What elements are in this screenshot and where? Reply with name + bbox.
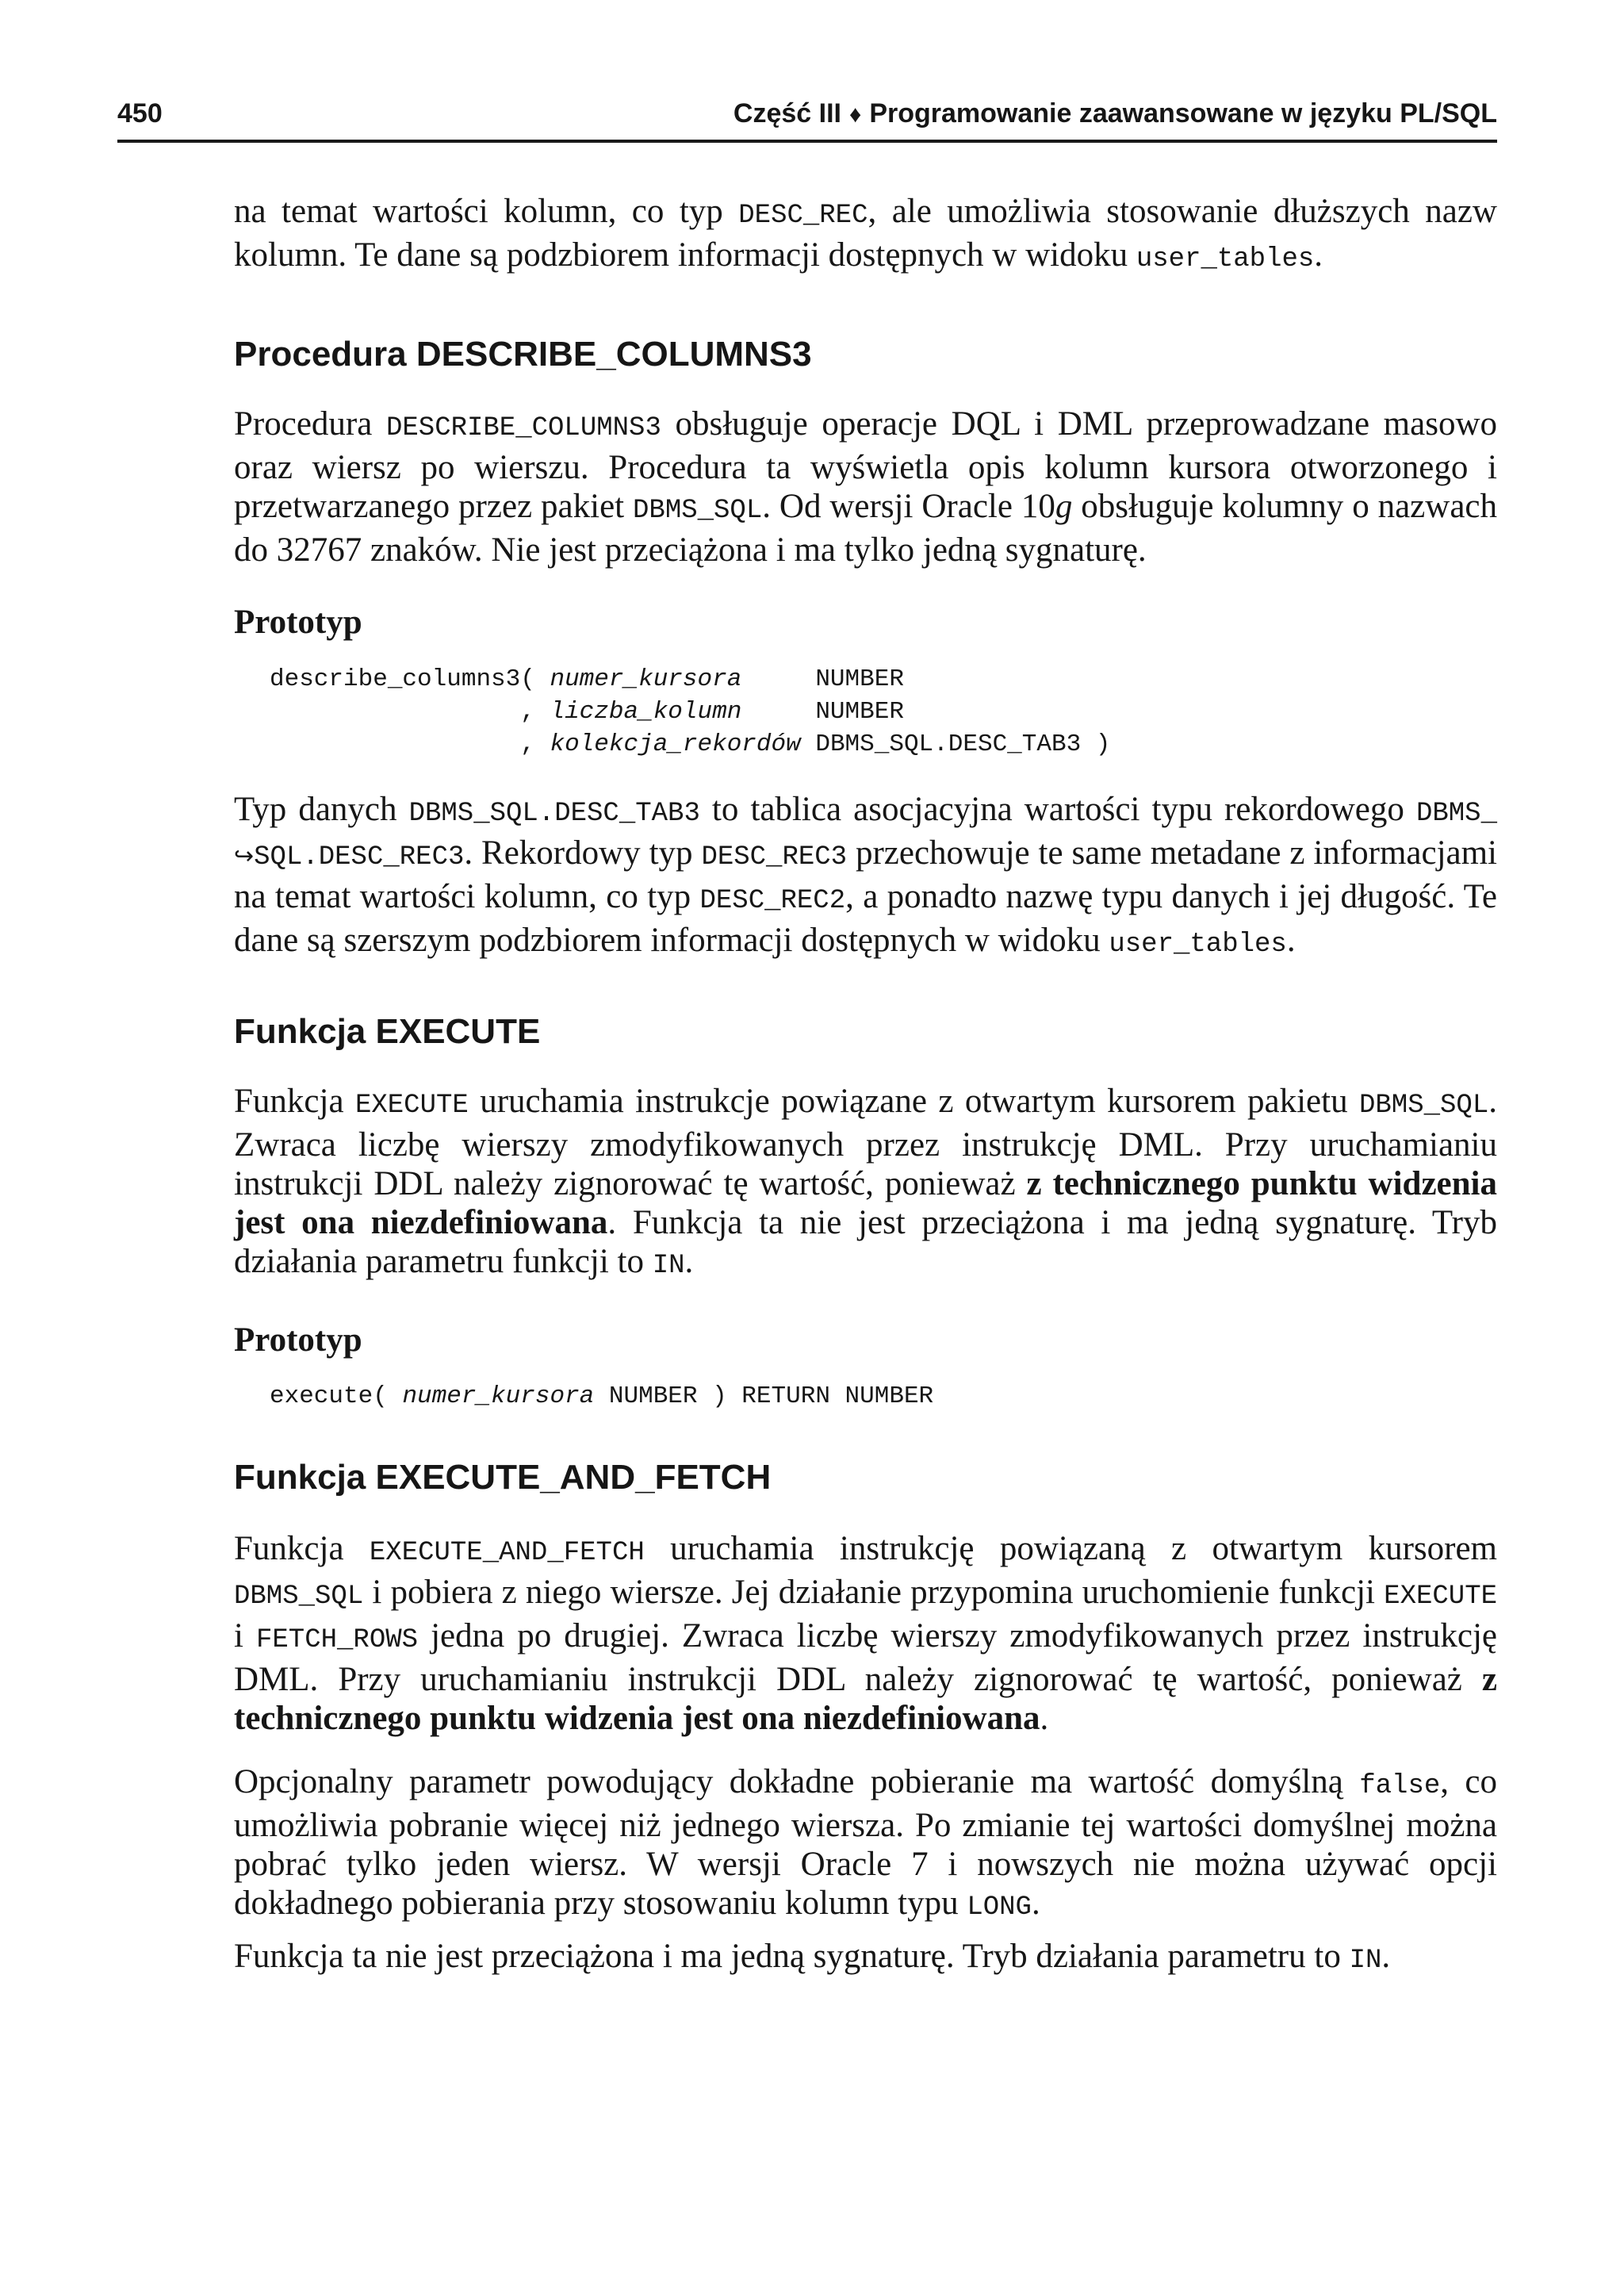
execute-and-fetch-paragraph-block [234,1529,1497,1738]
prototype-block-2 [234,1321,1497,1360]
text: Opcjonalny parametr powodujący dokładne pobieranie ma wartość domyślną [234,1763,1360,1800]
text: . Zwraca liczbę wierszy zmodyfikowanych przez instrukcję DML. Przy uruchamianiu instrukcji DDL należy zignorować tę wartość, ponieważ [234,1083,1497,1202]
text: jedna po drugiej. Zwraca liczbę wierszy zmodyfikowanych przez instrukcję DML. Przy uruchamianiu instrukcji DDL należy zignorować tę wartość, ponieważ [234,1617,1497,1698]
signature-paragraph-block [234,1937,1497,1980]
text: , co umożliwia pobranie więcej niż jednego wiersza. Po zmianie tej wartości domyślnej można pobrać tylko jeden wiersz. W wersji Oracle 7 i nowszych nie można używać opcji dokładnego pobierania przy stosowaniu kolumn typu [234,1763,1497,1922]
signature-paragraph [234,1937,1497,1980]
text: . Funkcja ta nie jest przeciążona i ma jedną sygnaturę. Tryb działania parametru funkcji to [234,1204,1497,1280]
page-header [117,86,1497,143]
code-block-execute [270,1380,1533,1413]
prototype-block-1 [234,603,1497,642]
code-text: NUMBER ) RETURN NUMBER [594,1382,934,1410]
text: . [1314,236,1323,274]
section-execute [234,1010,1497,1053]
page-number: 450 [117,98,163,128]
execute-and-fetch-paragraph [234,1529,1497,1738]
code-text: DBMS_SQL.DESC_TAB3 ) [800,730,1111,758]
bold-text: z technicznego punktu widzenia jest ona niezdefiniowana [234,1661,1497,1737]
text: . Rekordowy typ [464,834,702,872]
code-text: execute( [270,1382,403,1410]
inline-code: DBMS_SQL [1359,1091,1489,1121]
inline-code: DBMS_SQL [633,496,763,526]
text: . [1381,1938,1391,1975]
section-describe-columns3 [234,333,1497,376]
inline-code: user_tables [1109,930,1287,960]
execute-paragraph [234,1082,1497,1286]
italic-text: g [1055,488,1073,525]
inline-code: DBMS_SQL [234,1582,364,1612]
inline-code: DBMS_ [1415,799,1497,829]
inline-code: SQL.DESC_REC3 [254,842,465,872]
code-param: liczba_kolumn [550,698,742,726]
text: . [684,1243,694,1280]
line-continuation-icon: ↪ [234,842,255,870]
inline-code: LONG [967,1892,1032,1923]
inline-code: EXECUTE_AND_FETCH [369,1538,645,1568]
inline-code: user_tables [1136,244,1315,274]
section-heading: Procedura DESCRIBE_COLUMNS3 [234,335,812,374]
bold-text: z technicznego punktu widzenia jest ona niezdefiniowana [234,1165,1497,1241]
running-title [733,98,1497,129]
exact-fetch-paragraph [234,1762,1497,1927]
text: obsługuje operacje DQL i DML przeprowadzane masowo oraz wiersz po wierszu. Procedura ta wyświetla opis kolumn kursora otworzonego i przetwarzanego przez pakiet [234,405,1498,525]
section-execute-and-fetch [234,1456,1497,1499]
text: . [1031,1885,1040,1922]
code-text: NUMBER [741,665,904,693]
text: Funkcja [234,1530,370,1567]
text: , a ponadto nazwę typu danych i jej długość. Te dane są szerszym podzbiorem informacji dostępnych w widoku [234,878,1497,959]
intro-block [234,192,1497,279]
prototype-label: Prototyp [234,604,362,641]
code-listing [270,663,1533,761]
code-param: numer_kursora [402,1382,595,1410]
describe-columns3-paragraph [234,405,1497,569]
inline-code: DESC_REC [738,201,868,231]
code-param: numer_kursora [550,665,742,693]
code-param: kolekcja_rekordów [550,730,801,758]
text: Typ danych [234,791,409,828]
code-text: NUMBER [741,698,904,726]
describe-columns3-paragraph-block [234,405,1497,569]
exact-fetch-paragraph-block [234,1762,1497,1927]
running-title-part: Część III [733,98,841,128]
desc-tab3-paragraph-block [234,790,1497,964]
inline-code: IN [652,1251,685,1281]
code-text: describe_columns3( [270,665,550,693]
intro-paragraph [234,192,1497,279]
inline-code: EXECUTE [1384,1582,1497,1612]
text: to tablica asocjacyjna wartości typu rekordowego [699,791,1416,828]
text: i [234,1617,256,1655]
text: na temat wartości kolumn, co typ [234,193,739,230]
prototype-label: Prototyp [234,1321,362,1359]
text: obsługuje kolumny o nazwach do 32767 znaków. Nie jest przeciążona i ma tylko jedną sygnaturę. [234,488,1497,569]
diamond-icon: ♦ [849,102,862,128]
code-listing [270,1380,1533,1413]
inline-code: false [1359,1771,1441,1801]
text: Funkcja ta nie jest przeciążona i ma jedną sygnaturę. Tryb działania parametru to [234,1938,1350,1975]
inline-code: EXECUTE [354,1091,469,1121]
text: Procedura [234,405,386,443]
code-block-describe-columns3 [270,663,1533,761]
inline-code: DESC_REC3 [701,842,848,872]
text: . [1040,1700,1049,1737]
text: i pobiera z niego wiersze. Jej działanie przypomina uruchomienie funkcji [363,1574,1385,1611]
text: . [1286,922,1296,959]
inline-code: DBMS_SQL.DESC_TAB3 [408,799,700,829]
text: uruchamia instrukcję powiązaną z otwartym kursorem [644,1530,1497,1567]
text: Funkcja [234,1083,355,1120]
inline-code: FETCH_ROWS [256,1625,419,1655]
code-text: , [270,730,550,758]
text: , ale umożliwia stosowanie dłuższych nazw kolumn. Te dane są podzbiorem informacji dostępnych w widoku [234,193,1497,274]
inline-code: DESCRIBE_COLUMNS3 [385,413,661,443]
text: przechowuje te same metadane z informacjami na temat wartości kolumn, co typ [234,834,1497,915]
text: uruchamia instrukcje powiązane z otwartym kursorem pakietu [468,1083,1359,1120]
inline-code: DESC_REC2 [699,886,846,916]
section-heading: Funkcja EXECUTE [234,1012,541,1051]
section-heading: Funkcja EXECUTE_AND_FETCH [234,1458,772,1497]
desc-tab3-paragraph [234,790,1497,964]
running-title-chapter: Programowanie zaawansowane w języku PL/SQL [869,98,1497,128]
inline-code: IN [1349,1946,1382,1976]
code-text: , [270,698,550,726]
text: . Od wersji Oracle 10 [762,488,1055,525]
execute-paragraph-block [234,1082,1497,1286]
